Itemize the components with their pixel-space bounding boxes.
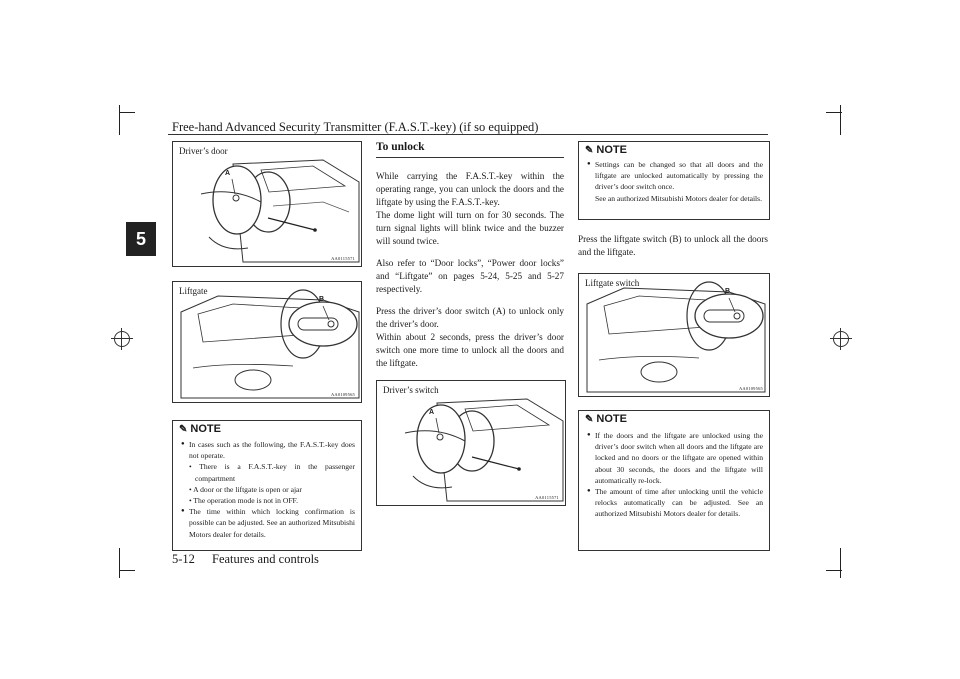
figure-code: AA0109565 xyxy=(738,386,763,391)
note-bullet: ● Settings can be changed so that all doors and the liftgate are unlocked automatically by pressing the driver’s door switch once. xyxy=(587,159,763,193)
crop-mark xyxy=(826,112,842,113)
note-bullet-continued: See an authorized Mitsubishi Motors dealer for details. xyxy=(595,193,763,203)
note-box xyxy=(172,420,362,551)
note-body xyxy=(587,159,763,204)
note-bullet: ● The amount of time after unlocking until the vehicle relocks automatically can be adjusted. See an authorized Mitsubishi Motors dealer for details. xyxy=(587,486,763,520)
note-title: NOTE xyxy=(596,144,627,156)
figure-drivers-door xyxy=(172,141,362,267)
pencil-icon: ✎ xyxy=(179,423,188,435)
note-body xyxy=(587,430,763,520)
callout-label: B xyxy=(725,288,731,295)
crop-mark xyxy=(826,570,842,571)
body-text xyxy=(376,170,564,379)
registration-mark-icon xyxy=(833,331,849,347)
header-rule xyxy=(168,134,768,135)
chapter-tab: 5 xyxy=(126,222,156,256)
note-sub-item: • A door or the liftgate is open or ajar xyxy=(189,484,302,494)
note-bullet: ● If the doors and the liftgate are unlocked using the driver’s door switch when all doors and the liftgate are locked and no doors or the liftgate are opened within about 30 seconds, the doors and the liftgate will automatically re-lock. xyxy=(587,430,763,486)
figure-code: AA0115571 xyxy=(535,495,559,500)
figure-liftgate-switch xyxy=(578,273,770,397)
note-title: NOTE xyxy=(190,423,221,435)
note-box xyxy=(578,410,770,551)
paragraph: Press the driver’s door switch (A) to unlock only the driver’s door. xyxy=(376,306,564,329)
figure-label: Driver’s door xyxy=(179,146,228,156)
callout-label: A xyxy=(429,409,435,416)
figure-liftgate xyxy=(172,281,362,403)
liftgate-switch-illustration xyxy=(579,274,769,396)
figure-label: Liftgate xyxy=(179,286,208,296)
registration-mark-icon xyxy=(114,331,130,347)
callout-label: A xyxy=(225,170,231,177)
note-bullet: ● In cases such as the following, the F.A.S.T.-key does not operate. xyxy=(181,439,355,461)
note-box xyxy=(578,141,770,220)
paragraph: Press the liftgate switch (B) to unlock all the doors and the liftgate. xyxy=(578,234,768,257)
note-heading xyxy=(179,423,221,435)
note-heading xyxy=(585,144,627,156)
paragraph: Within about 2 seconds, press the driver’s door switch one more time to unlock all the doors and the liftgate. xyxy=(376,332,564,368)
crop-mark xyxy=(119,548,120,578)
figure-label: Liftgate switch xyxy=(585,278,640,288)
crop-mark xyxy=(840,548,841,578)
running-header: Free-hand Advanced Security Transmitter (F.A.S.T.-key) (if so equipped) xyxy=(172,120,539,134)
note-title: NOTE xyxy=(596,413,627,425)
note-sub-item: • The operation mode is not in OFF. xyxy=(189,496,299,506)
paragraph: While carrying the F.A.S.T.-key within the operating range, you can unlock the doors and the liftgate by using the F.A.S.T.-key. xyxy=(376,171,564,207)
body-text xyxy=(578,233,768,259)
liftgate-illustration xyxy=(173,282,361,402)
heading-rule xyxy=(376,157,564,158)
section-heading: To unlock xyxy=(376,141,425,153)
note-heading xyxy=(585,413,627,425)
figure-code: AA0115571 xyxy=(331,256,355,261)
callout-label: B xyxy=(319,296,325,303)
paragraph: Also refer to “Door locks”, “Power door locks” and “Liftgate” on pages 5-24, 5-25 and 5-27 respectively. xyxy=(376,258,564,294)
note-bullet: ● The time within which locking confirmation is possible can be adjusted. See an authorized Mitsubishi Motors dealer for details. xyxy=(181,506,355,540)
note-body xyxy=(181,439,355,540)
driver-switch-illustration xyxy=(377,381,565,505)
section-name: Features and controls xyxy=(212,552,319,566)
pencil-icon: ✎ xyxy=(585,413,594,425)
crop-mark xyxy=(119,112,135,113)
pencil-icon: ✎ xyxy=(585,144,594,156)
door-illustration xyxy=(173,142,361,266)
figure-code: AA0109565 xyxy=(330,392,355,397)
page-number: 5-12 xyxy=(172,552,195,566)
paragraph: The dome light will turn on for 30 seconds. The turn signal lights will blink twice and the buzzer will sound twice. xyxy=(376,210,564,246)
figure-drivers-switch xyxy=(376,380,566,506)
crop-mark xyxy=(119,105,120,135)
figure-label: Driver’s switch xyxy=(383,385,439,395)
note-sub-item: • There is a F.A.S.T.-key in the passenger compartment xyxy=(189,462,355,483)
crop-mark xyxy=(840,105,841,135)
crop-mark xyxy=(119,570,135,571)
